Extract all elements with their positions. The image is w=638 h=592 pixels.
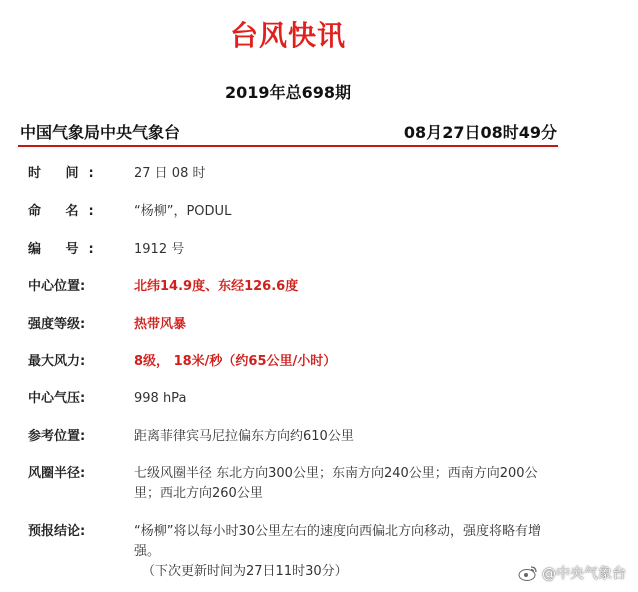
field-value: 1912 号 [134,242,185,257]
field-value: 27 日 08 时 [134,166,206,181]
field-value: 998 hPa [134,391,187,406]
update-note: （下次更新时间为27日11时30分） [142,564,348,579]
field-value: 距离菲律宾马尼拉偏东方向约610公里 [134,429,354,444]
field-label: 预报结论: [28,524,86,539]
field-value: 北纬14.9度、东经126.6度 [134,279,299,294]
agency-name: 中国气象局中央气象台 [20,123,181,142]
watermark-text: @中央气象台 [542,566,626,582]
field-label: 风圈半径: [28,466,86,481]
weibo-watermark [518,563,626,583]
issue-number: 2019年总698期 [225,83,351,102]
field-value: 热带风暴 [134,317,187,332]
field-label: 参考位置: [28,429,86,444]
header-row [20,120,557,144]
header-divider [18,145,558,147]
field-value-group [134,522,554,582]
field-label: 最大风力: [28,354,86,369]
field-label: 中心气压: [28,391,86,406]
issue-datetime: 08月27日08时49分 [403,123,557,142]
field-value: 七级风圈半径 东北方向300公里；东南方向240公里；西南方向200公里；西北方向260公里 [134,466,538,501]
field-label: 中心位置: [28,279,86,294]
weibo-icon [518,565,538,581]
bulletin-title: 台风快讯 [229,19,346,52]
field-label: 时 间: [28,166,104,181]
field-label: 命 名: [28,204,104,219]
field-value: “杨柳”将以每小时30公里左右的速度向西偏北方向移动，强度将略有增强。 [134,524,542,559]
field-value: “杨柳”，PODUL [134,204,232,219]
field-label: 编 号: [28,242,104,257]
field-value: 8级， 18米/秒（约65公里/小时） [134,354,337,369]
field-label: 强度等级: [28,317,86,332]
